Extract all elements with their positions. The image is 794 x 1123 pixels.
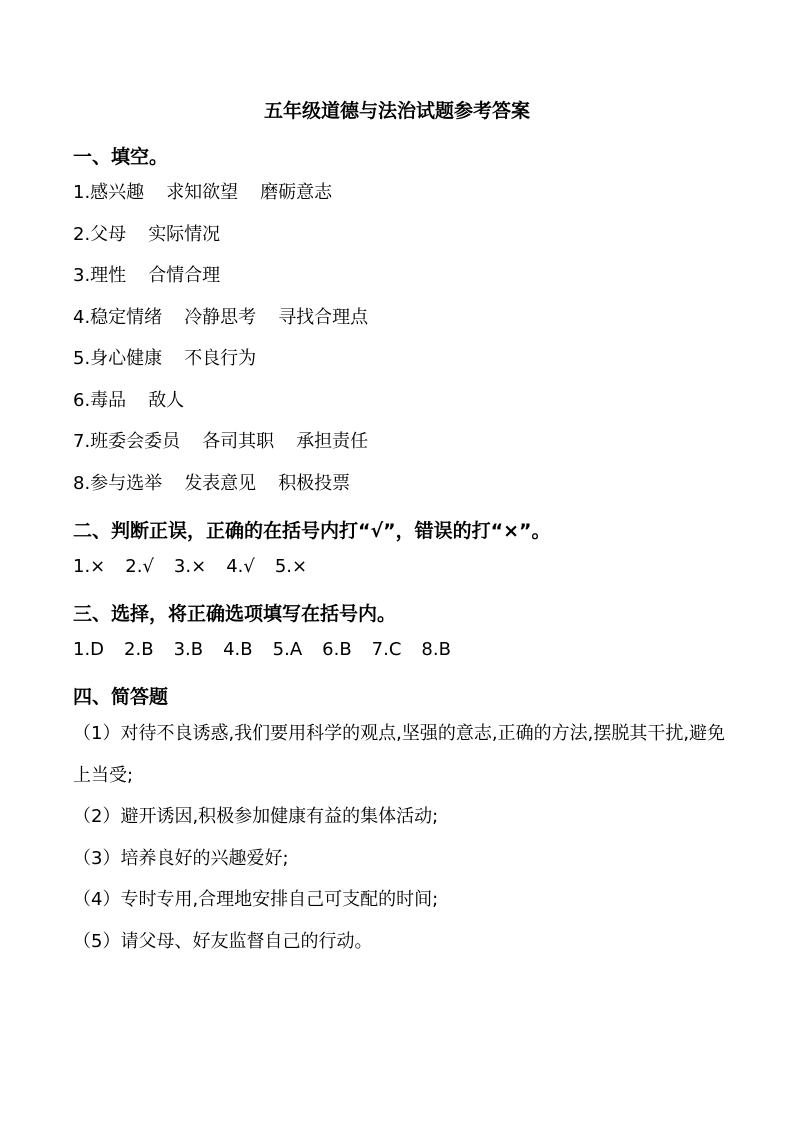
short-answer-item: （1）对待不良诱惑,我们要用科学的观点,坚强的意志,正确的方法,摆脱其干扰,避免上当受; (73, 723, 726, 786)
fill-blank-answer-line (73, 303, 368, 333)
fill-blank-answer: 3.理性 (73, 265, 127, 286)
fill-blank-answer: 承担责任 (296, 431, 369, 452)
fill-blank-answer: 7.班委会委员 (73, 431, 181, 452)
fill-blank-answer-line (73, 344, 256, 374)
choice-answer: 8.B (421, 639, 451, 660)
fill-blank-answer: 磨砺意志 (260, 182, 333, 203)
section-heading-fill-blank: 一、填空。 (73, 146, 169, 168)
fill-blank-answer-line (73, 427, 368, 457)
short-answer-item: （4）专时专用,合理地安排自己可支配的时间; (73, 889, 439, 910)
fill-blank-answer-line (73, 386, 184, 416)
true-false-answer: 1.× (73, 556, 106, 577)
short-answer-item: （2）避开诱因,积极参加健康有益的集体活动; (73, 806, 439, 827)
fill-blank-answer-line (73, 220, 220, 250)
fill-blank-answer: 8.参与选举 (73, 472, 163, 494)
true-false-answer: 5.× (274, 556, 308, 577)
choice-answer: 6.B (322, 639, 352, 660)
choice-answer: 3.B (173, 639, 204, 660)
true-false-answers (73, 552, 307, 582)
section-heading-short-answer: 四、简答题 (73, 686, 169, 708)
choice-answer: 5.A (272, 639, 303, 660)
fill-blank-answer: 各司其职 (202, 431, 275, 452)
short-answer-item: （3）培养良好的兴趣爱好; (73, 847, 289, 869)
fill-blank-answer: 合情合理 (148, 265, 221, 286)
fill-blank-answer: 4.稳定情绪 (73, 306, 163, 328)
choice-answer: 2.B (124, 639, 154, 660)
choice-answer: 1.D (73, 639, 105, 660)
choice-answer: 7.C (371, 639, 402, 660)
section-heading-true-false: 二、判断正误，正确的在括号内打“√”，错误的打“×”。 (73, 520, 551, 542)
section-heading-choice: 三、选择，将正确选项填写在括号内。 (73, 603, 397, 625)
fill-blank-answer: 敌人 (148, 389, 185, 411)
fill-blank-answer-line (73, 261, 220, 291)
fill-blank-answer: 实际情况 (148, 223, 221, 245)
fill-blank-answer: 6.毒品 (73, 389, 127, 411)
fill-blank-answer-line (73, 469, 350, 499)
fill-blank-answer: 5.身心健康 (73, 348, 163, 369)
fill-blank-answer: 冷静思考 (184, 306, 257, 328)
fill-blank-answer: 不良行为 (184, 348, 257, 369)
fill-blank-answer: 寻找合理点 (278, 306, 369, 328)
true-false-answer: 3.× (173, 556, 207, 577)
fill-blank-answer: 2.父母 (73, 223, 127, 245)
true-false-answer: 4.√ (226, 556, 255, 577)
choice-answers (73, 635, 451, 665)
fill-blank-answer: 发表意见 (184, 472, 257, 494)
short-answer-list (73, 713, 733, 962)
fill-blank-answer: 1.感兴趣 (73, 182, 145, 203)
short-answer-item: （5）请父母、好友监督自己的行动。 (73, 930, 373, 952)
fill-blank-answer: 求知欲望 (166, 182, 239, 203)
fill-blank-answer: 积极投票 (278, 472, 351, 494)
choice-answer: 4.B (223, 639, 253, 660)
fill-blank-answer-line (73, 178, 332, 208)
page-title: 五年级道德与法治试题参考答案 (263, 100, 530, 122)
true-false-answer: 2.√ (125, 556, 154, 577)
